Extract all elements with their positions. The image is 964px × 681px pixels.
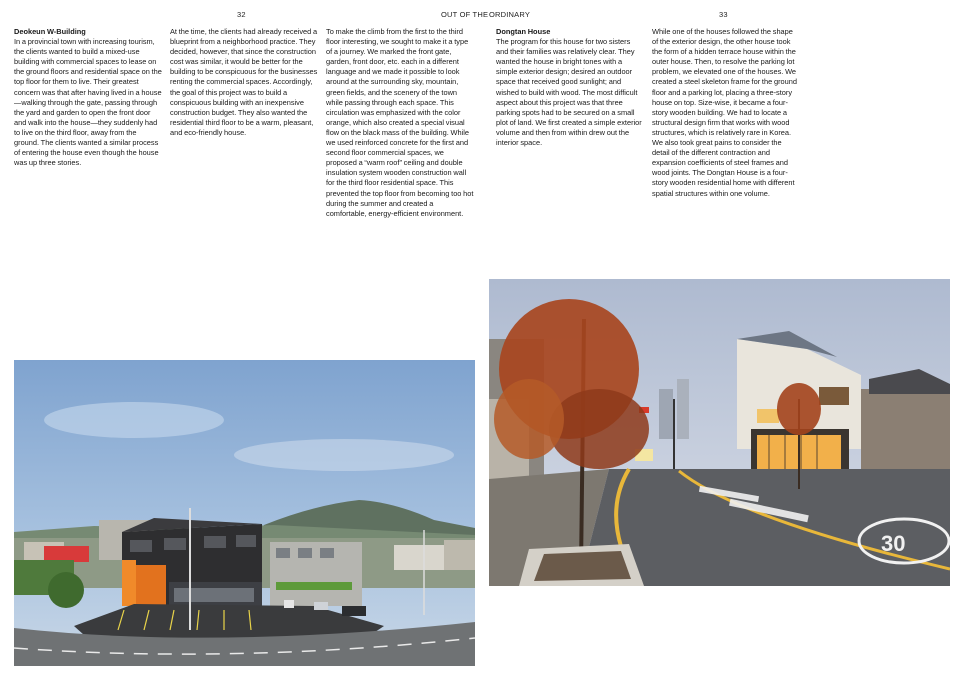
body-text: In a provincial town with increasing tourism, the clients wanted to build a mixed-use building with commercial spaces to lease on the ground floors and residential space on the top floor for them to live. Their greatest concern was that after having lived in a house—walking through the gate, passing through the yard and garden to open the front door and walk into the house—they suddenly had to live on the third floor, away from the ground. The clients wanted a similar process of entering the house even though the house was up three stories. [14,37,162,168]
body-text: The program for this house for two sisters and their families was relatively clear. They wanted the house in bright tones with a simple exterior design; desired an outdoor space that received good sunlight; and wished to build with wood. The most difficult aspect about this project was that three parking spots had to be secured on a small plot of land. We first created a simple exterior volume and then from within drew out the interior space. [496,37,642,148]
body-text: To make the climb from the first to the third floor interesting, we sought to make it a type of a journey. We marked the front gate, garden, front door, etc. each in a different language and we made it possible to look around at the surrounding sky, mountain, green fields, and the scenery of the town while passing through each space. This circulation was emphasized with the color orange, which also created a special visual flow on the black mass of the building. While we used reinforced concrete for the first and second floor commercial spaces, we proposed a “warm roof” ceiling and double insulation system wooden construction wall for the third floor residential space. This prevented the top floor from becoming too hot during the summer and created a comfortable, energy-efficient environment. [326,27,474,218]
text-column-5 [652,27,800,199]
page-number-left: 32 [237,10,246,19]
page-number-right: 33 [719,10,728,19]
text-column-2 [170,27,318,138]
running-head-right: ORDINARY [489,10,531,19]
section-heading-dongtan: Dongtan House [496,27,551,36]
text-column-1 [14,27,162,168]
body-text: At the time, the clients had already received a blueprint from a neighborhood practice. They decided, however, that since the construction cost was similar, it would be better for the building to be conspicuous for the businesses renting the commercial spaces. Accordingly, the goal of this project was to build a conspicuous building with an inexpensive construction budget. They also wanted the residential third floor to be a warm, pleasant, and eco-friendly house. [170,27,318,137]
photo-dongtan-house [489,279,950,586]
road-speed-marking: 30 [881,531,906,556]
running-head-left: OUT OF THE [441,10,489,19]
body-text: While one of the houses followed the shape of the exterior design, the other house took the form of a hidden terrace house within the outer house. Then, to resolve the parking lot problem, we elevated one of the houses. We created a steel skeleton frame for the ground floor and a parking lot, placing a three-story house on top. Size-wise, it became a four-story wooden building. We had to locate a structural design firm that works with wood structures, which is relatively rare in Korea. We also took great pains to consider the detail of the different contraction and expansion coefficients of steel frames and wood joints. The Dongtan House is a four-story wooden residential home with different spatial structures within one volume. [652,27,797,198]
text-column-3 [326,27,474,219]
text-column-4 [496,27,644,148]
photo-deokeun-building [14,360,475,666]
section-heading-deokeun: Deokeun W-Building [14,27,86,36]
